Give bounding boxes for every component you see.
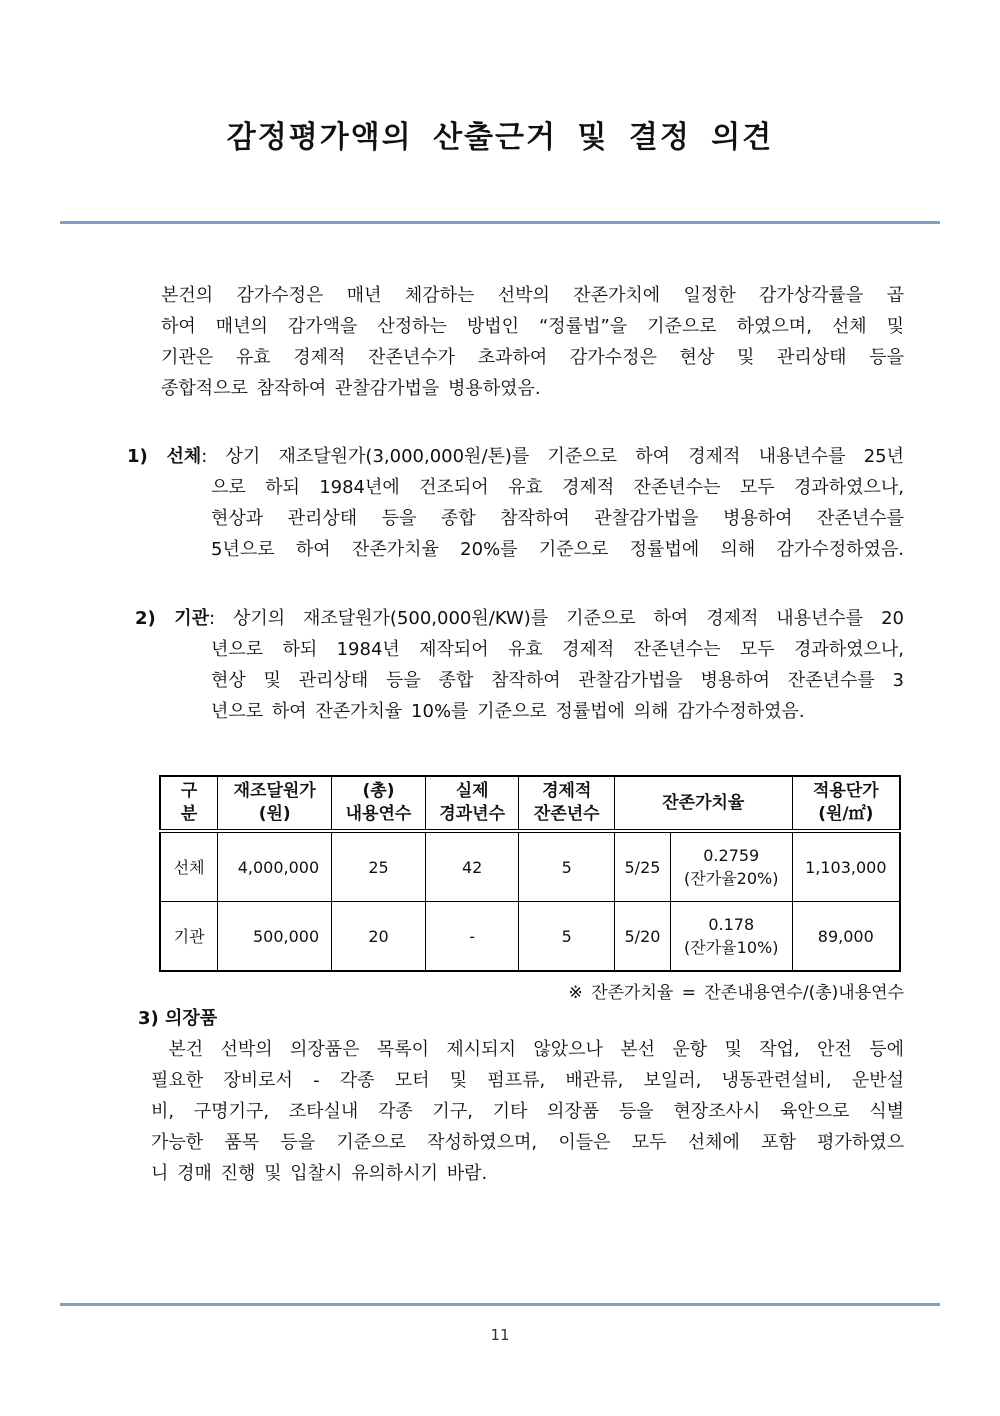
header-remaining-years: 경제적 잔존년수: [519, 776, 615, 831]
section-fittings-line: 본건 선박의 의장품은 목록이 제시되지 않았으나 본선 운항 및 작업, 안전 등에: [151, 1039, 904, 1060]
table-row: [160, 831, 900, 902]
cell-remain: 5: [519, 902, 615, 972]
cell-ratio: 5/25: [615, 831, 671, 902]
cell-cost: 500,000: [218, 902, 332, 972]
header-unit-price: 적용단가 (원/㎡): [792, 776, 900, 831]
cell-cost: 4,000,000: [218, 831, 332, 902]
cell-name: 선체: [160, 831, 218, 902]
cell-unit-price: 1,103,000: [792, 831, 900, 902]
section-hull-line: : 상기 재조달원가(3,000,000원/톤)를 기준으로 하여 경제적 내용년수를 25년: [201, 446, 904, 467]
cell-elapsed: -: [425, 902, 519, 972]
header-elapsed-years: 실제 경과년수: [425, 776, 519, 831]
section-hull-heading: 1) 선체: [127, 446, 202, 467]
cell-elapsed: 42: [425, 831, 519, 902]
section-hull-line: 으로 하되 1984년에 건조되어 유효 경제적 잔존년수는 모두 경과하였으나,: [211, 477, 904, 498]
page-title: 감정평가액의 산출근거 및 결정 의견: [226, 120, 774, 155]
section-engine-heading: 2) 기관: [135, 608, 209, 629]
section-engine-line: 현상 및 관리상태 등을 종합 참작하여 관찰감가법을 병용하여 잔존년수를 3: [211, 670, 904, 691]
cell-rate: 0.2759 (잔가율20%): [670, 831, 792, 902]
section-fittings-heading: 3) 의장품: [138, 1008, 218, 1029]
table-header-row: [160, 776, 900, 831]
section-hull-line: 현상과 관리상태 등을 종합 참작하여 관찰감가법을 병용하여 잔존년수를: [211, 508, 904, 529]
intro-line: 기관은 유효 경제적 잔존년수가 초과하여 감가수정은 현상 및 관리상태 등을: [161, 347, 904, 368]
section-fittings-line: 필요한 장비로서 - 각종 모터 및 펌프류, 배관류, 보일러, 냉동관련설비, 운반설: [151, 1070, 904, 1091]
section-engine-line: 년으로 하여 잔존가치율 10%를 기준으로 정률법에 의해 감가수정하였음.: [211, 701, 805, 722]
cell-name: 기관: [160, 902, 218, 972]
section-engine-body: [211, 634, 904, 727]
header-category: 구 분: [160, 776, 218, 831]
bottom-divider: [60, 1303, 940, 1306]
intro-line: 본건의 감가수정은 매년 체감하는 선박의 잔존가치에 일정한 감가상각률을 곱: [161, 285, 904, 306]
section-hull-line: 5년으로 하여 잔존가치율 20%를 기준으로 정률법에 의해 감가수정하였음.: [211, 539, 904, 560]
cell-life: 20: [332, 902, 426, 972]
intro-line: 종합적으로 참작하여 관찰감가법을 병용하였음.: [161, 378, 541, 399]
section-hull: [127, 441, 904, 472]
top-divider: [60, 221, 940, 224]
cell-unit-price: 89,000: [792, 902, 900, 972]
section-engine: [135, 603, 904, 634]
header-replacement-cost: 재조달원가 (원): [218, 776, 332, 831]
intro-line: 하여 매년의 감가액을 산정하는 방법인 “정률법”을 기준으로 하였으며, 선체 및: [161, 316, 904, 337]
page-number: 11: [490, 1326, 510, 1344]
section-fittings-line: 비, 구명기구, 조타실내 각종 기구, 기타 의장품 등을 현장조사시 육안으로 식별: [151, 1101, 904, 1122]
cell-remain: 5: [519, 831, 615, 902]
section-engine-line: 년으로 하되 1984년 제작되어 유효 경제적 잔존년수는 모두 경과하였으나,: [211, 639, 904, 660]
cell-rate: 0.178 (잔가율10%): [670, 902, 792, 972]
section-fittings-line: 가능한 품목 등을 기준으로 작성하였으며, 이들은 모두 선체에 포함 평가하였으: [151, 1132, 904, 1153]
table-row: [160, 902, 900, 972]
header-useful-life: (총) 내용연수: [332, 776, 426, 831]
header-residual-rate: 잔존가치율: [615, 776, 793, 831]
intro-paragraph: [161, 280, 904, 404]
cell-ratio: 5/20: [615, 902, 671, 972]
table-footnote: ※ 잔존가치율 = 잔존내용연수/(총)내용연수: [568, 983, 904, 1003]
section-engine-line: : 상기의 재조달원가(500,000원/KW)를 기준으로 하여 경제적 내용년수를 20: [208, 608, 904, 629]
valuation-table: [159, 775, 901, 972]
section-fittings-body: [151, 1034, 904, 1189]
cell-life: 25: [332, 831, 426, 902]
section-hull-body: [211, 472, 904, 565]
section-fittings-line: 니 경매 진행 및 입찰시 유의하시기 바람.: [151, 1163, 488, 1184]
